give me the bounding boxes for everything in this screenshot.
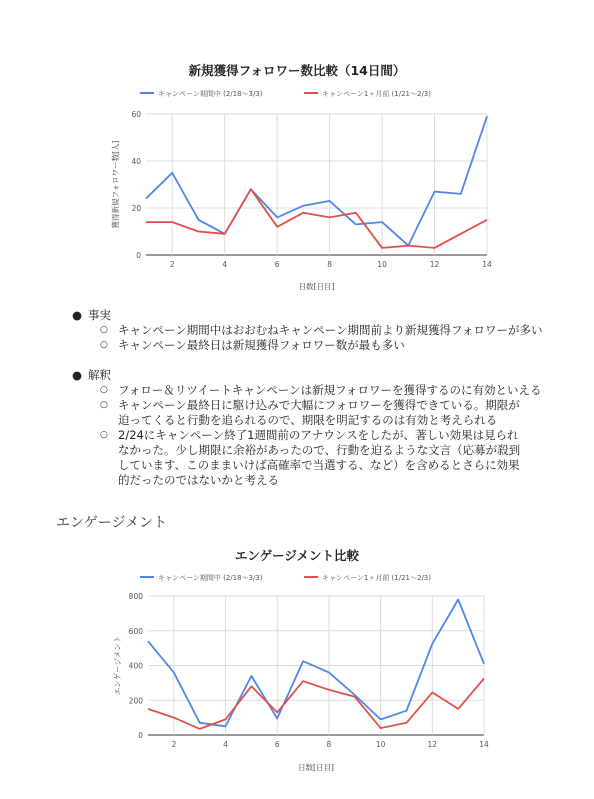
x-tick-label: 14: [482, 260, 492, 269]
x-tick-label: 10: [375, 740, 386, 749]
y-tick-label: 60: [131, 110, 141, 119]
interpretation-line: 迫ってくると行動を追られるので、期限を明記するのは有効と考えられる: [118, 413, 498, 427]
fact-item: [60, 323, 570, 338]
fact-text: キャンペーン期間中はおおむねキャンペーン期間前より新規獲得フォロワーが多い: [118, 323, 543, 337]
interpretation-line: フォロー＆リツイートキャンペーンは新規フォロワーを獲得するのに有効といえる: [118, 383, 542, 397]
y-axis-label: エンゲージメント: [113, 635, 122, 696]
y-axis-label: 獲得新規フォロワー数[人]: [111, 140, 120, 229]
series-line: [148, 600, 484, 727]
line-chart-svg: [0, 55, 594, 300]
interpretation-line: しています、このままいけば高確率で当選する、など）を含めるとさらに効果: [118, 458, 520, 472]
x-tick-label: 2: [169, 260, 175, 269]
y-tick-label: 0: [136, 251, 141, 260]
x-tick-label: 12: [429, 260, 440, 269]
interpretation-line: キャンペーン最終日に駆け込みで大幅にフォロワーを獲得できている。期限が: [118, 398, 520, 412]
y-tick-label: 0: [138, 731, 143, 740]
y-tick-label: 400: [128, 661, 143, 671]
bullet-dot: ●: [72, 368, 83, 382]
bullet-facts-label: 事実: [88, 308, 111, 322]
interpretation-item: [60, 383, 570, 398]
sub-bullet-ring: ○: [100, 385, 108, 395]
legend-label: キャンペーン期間中 (2/18〜3/3): [158, 90, 263, 98]
sub-bullet-ring: ○: [100, 325, 108, 335]
followers-chart: [0, 55, 594, 300]
interpretation-line: 2/24にキャンペーン終了1週間前のアナウンスをしたが、著しい効果は見られ: [118, 428, 519, 442]
y-tick-label: 600: [128, 626, 143, 636]
x-tick-label: 6: [274, 740, 280, 749]
interpretation-line: 的だったのではないかと考える: [118, 473, 279, 487]
x-tick-label: 2: [171, 740, 177, 749]
series-line: [146, 116, 487, 245]
engagement-chart: [0, 540, 594, 790]
legend-label: キャンペーン1ヶ月前 (1/21〜2/3): [322, 90, 431, 98]
bullet-interpretation-label: 解釈: [88, 368, 111, 382]
bullet-facts: [60, 308, 570, 323]
y-tick-label: 40: [131, 157, 141, 166]
x-tick-label: 6: [274, 260, 280, 269]
sub-bullet-ring: ○: [100, 340, 108, 350]
interpretation-line: なかった。少し期限に余裕があったので、行動を迫るような文言（応募が殺到: [118, 443, 521, 457]
line-chart-svg: [0, 540, 594, 790]
interpretation-item: [60, 398, 570, 428]
fact-item: [60, 338, 570, 353]
sub-bullet-ring: ○: [100, 430, 108, 440]
legend-label: キャンペーン期間中 (2/18〜3/3): [158, 574, 263, 582]
x-axis-label: 日数[日目]: [298, 282, 335, 291]
x-axis-label: 日数[日目]: [298, 763, 334, 772]
x-tick-label: 8: [327, 260, 333, 269]
notes: [60, 308, 570, 488]
section-title: エンゲージメント: [56, 515, 168, 531]
chart-title: エンゲージメント比較: [234, 548, 360, 563]
x-tick-label: 14: [479, 740, 489, 749]
y-tick-label: 20: [131, 204, 141, 213]
x-tick-label: 10: [377, 260, 387, 269]
y-tick-label: 800: [128, 592, 143, 601]
bullet-dot: ●: [72, 308, 83, 322]
fact-text: キャンペーン最終日は新規獲得フォロワー数が最も多い: [118, 338, 405, 352]
x-tick-label: 12: [427, 740, 438, 749]
x-tick-label: 8: [326, 740, 332, 749]
legend-label: キャンペーン1ヶ月前 (1/21〜2/3): [322, 574, 431, 582]
y-tick-label: 200: [128, 696, 143, 706]
x-tick-label: 4: [222, 260, 228, 269]
sub-bullet-ring: ○: [100, 400, 108, 410]
chart-title: 新規獲得フォロワー数比較（14日間）: [188, 63, 406, 78]
bullet-interpretation: [60, 368, 570, 383]
interpretation-item: [60, 428, 570, 488]
x-tick-label: 4: [223, 740, 228, 749]
